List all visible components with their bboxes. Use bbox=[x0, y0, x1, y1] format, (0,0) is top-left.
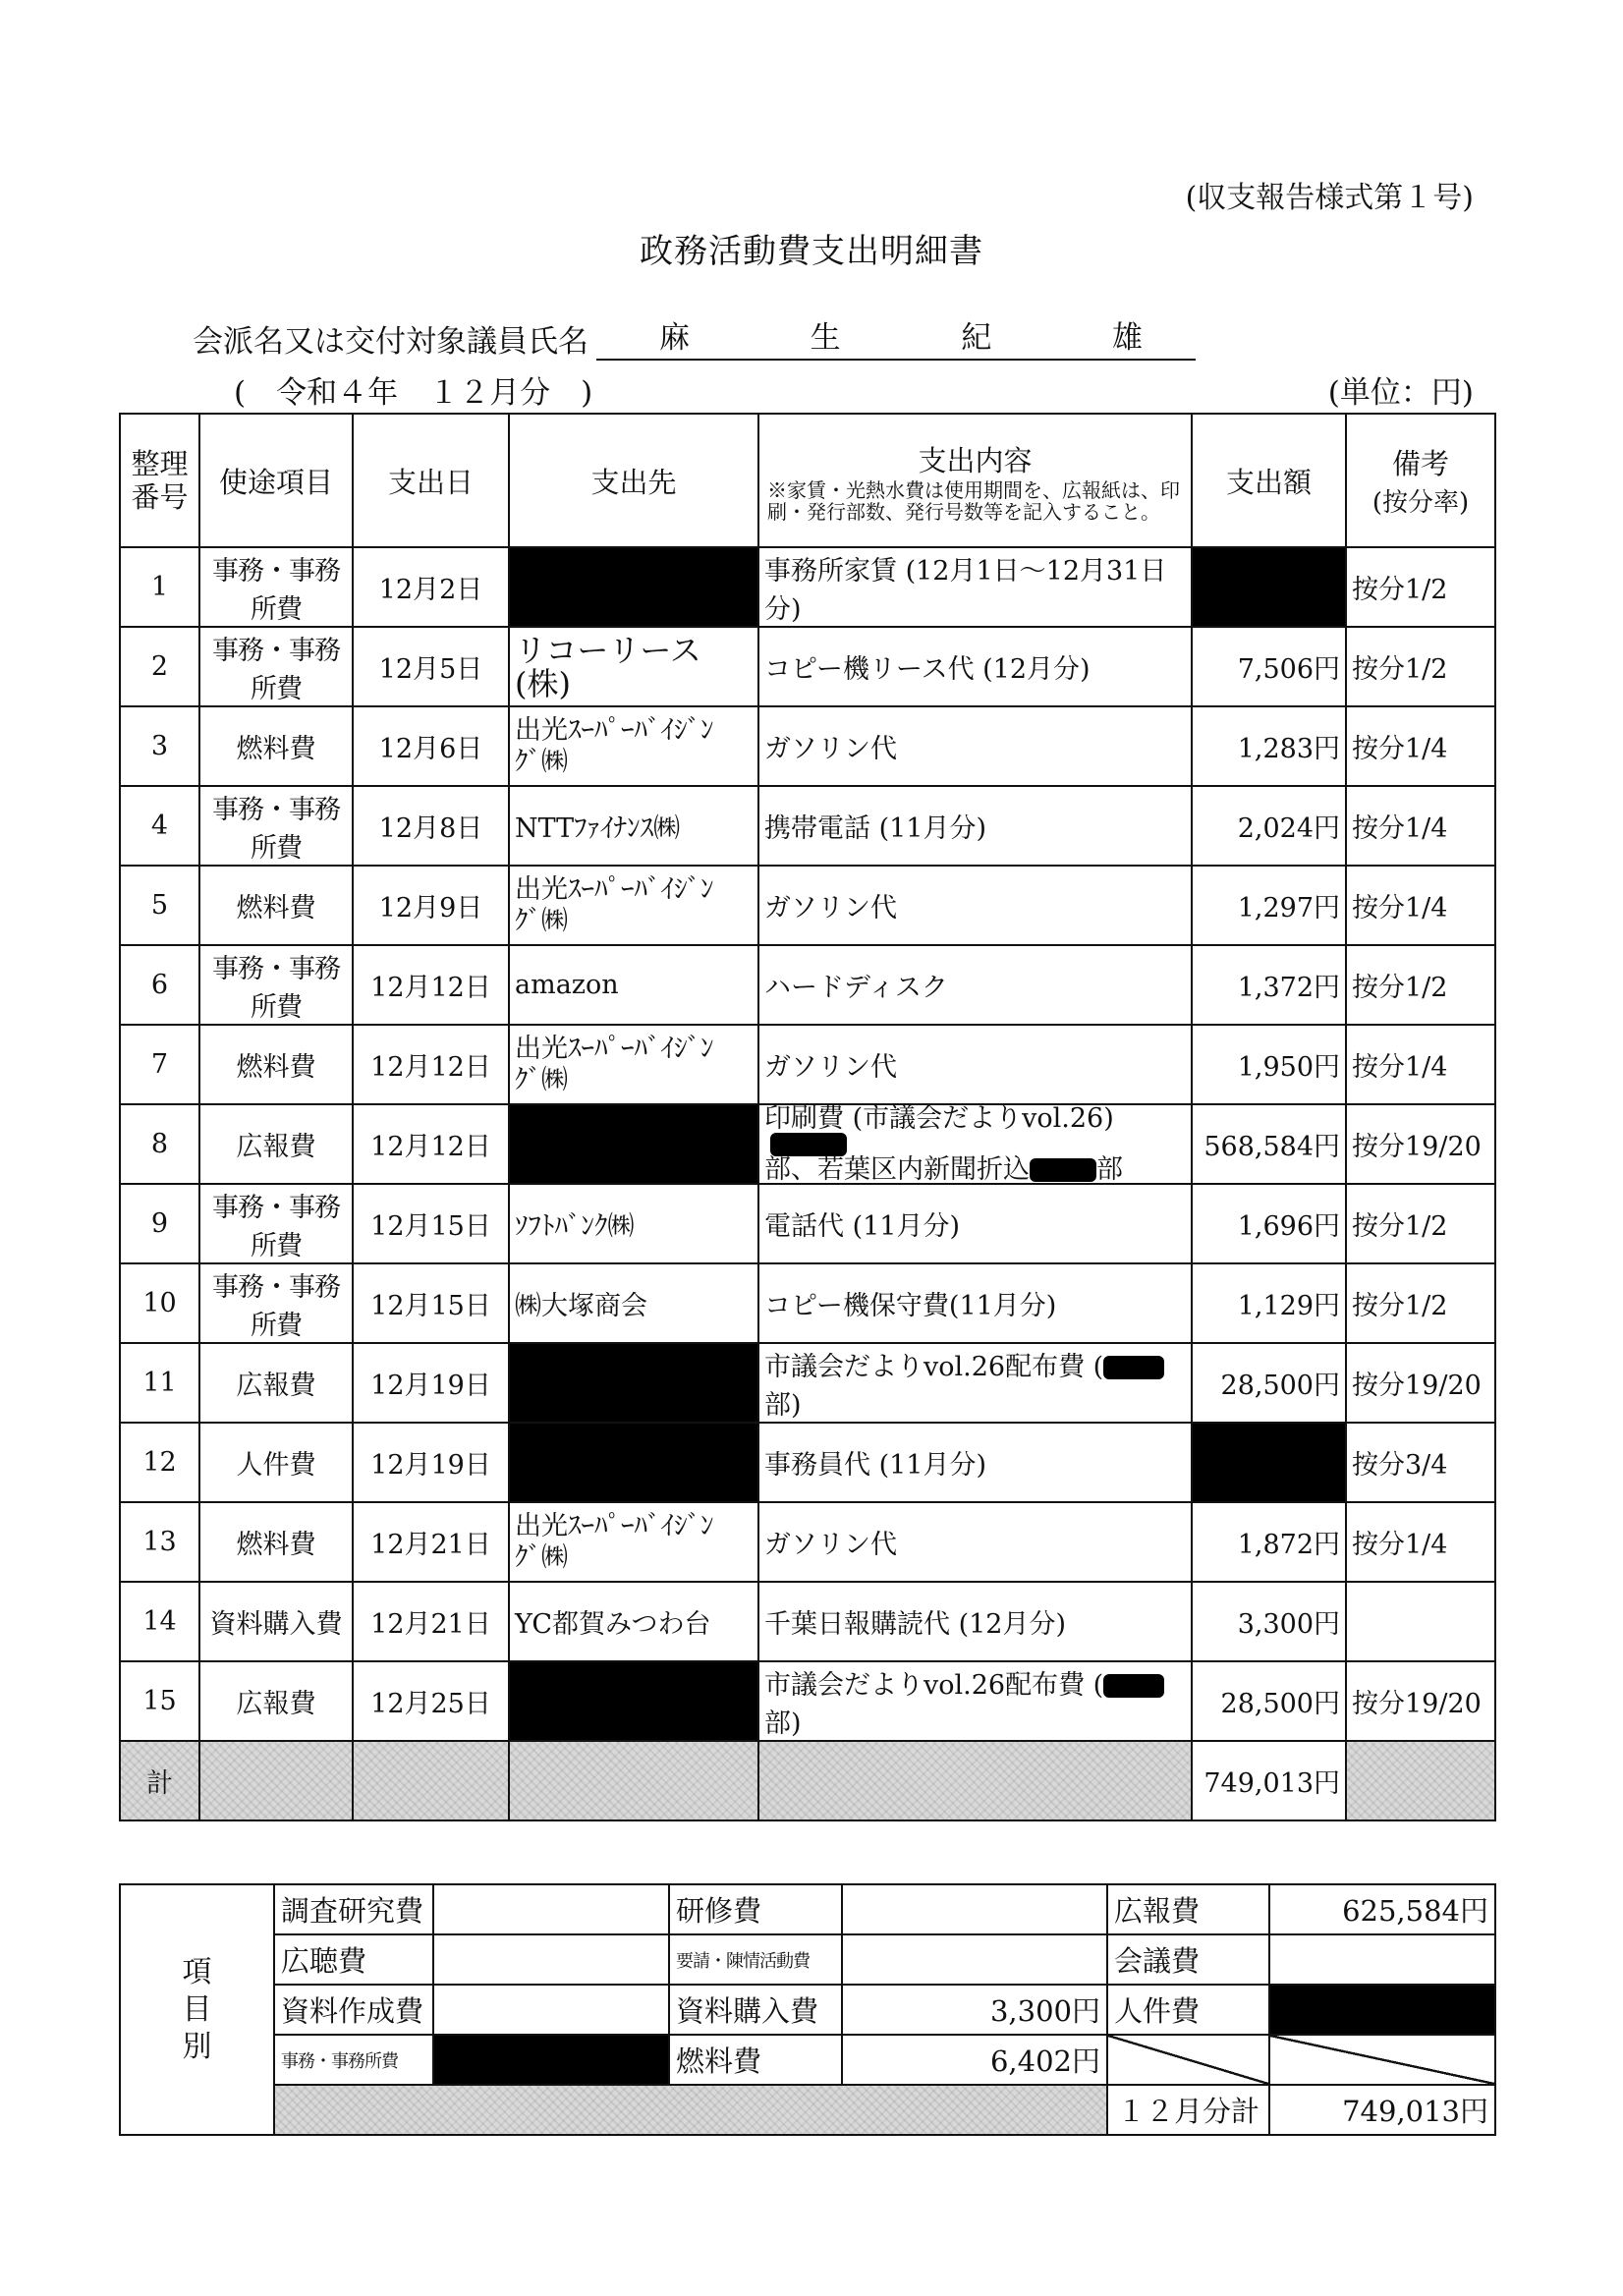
cell-content: コピー機リース代 (12月分) bbox=[758, 627, 1192, 706]
summary-blank-diagonal bbox=[1107, 2035, 1269, 2085]
table-header-row bbox=[120, 414, 1495, 547]
table-row bbox=[120, 1343, 1495, 1423]
table-row bbox=[120, 1263, 1495, 1343]
cell-item: 燃料費 bbox=[199, 706, 353, 786]
cell-no: 11 bbox=[120, 1343, 199, 1423]
cell-no: 8 bbox=[120, 1104, 199, 1184]
member-name-label: 会派名又は交付対象議員氏名 bbox=[193, 324, 588, 360]
cell-payee: 出光ｽｰﾊﾟｰﾊﾞｲｼﾞﾝ ｸﾞ㈱ bbox=[509, 1025, 758, 1104]
summary-value-office-redacted bbox=[433, 2035, 669, 2085]
total-label: 計 bbox=[120, 1741, 199, 1820]
summary-value-petition bbox=[842, 1934, 1107, 1985]
cell-no: 4 bbox=[120, 786, 199, 866]
summary-label-fuel: 燃料費 bbox=[669, 2035, 842, 2085]
summary-label-office: 事務・事務所費 bbox=[274, 2035, 433, 2085]
cell-item: 広報費 bbox=[199, 1104, 353, 1184]
member-name bbox=[596, 312, 1196, 361]
table-row bbox=[120, 1661, 1495, 1741]
cell-memo: 按分1/4 bbox=[1346, 1502, 1495, 1582]
cell-item: 事務・事務所費 bbox=[199, 786, 353, 866]
summary-label-pr: 広報費 bbox=[1107, 1884, 1269, 1934]
cell-item: 燃料費 bbox=[199, 1025, 353, 1104]
cell-date: 12月15日 bbox=[353, 1263, 509, 1343]
cell-memo: 按分1/2 bbox=[1346, 547, 1495, 627]
cell-content: 電話代 (11月分) bbox=[758, 1184, 1192, 1263]
table-row bbox=[120, 627, 1495, 706]
cell-date: 12月12日 bbox=[353, 945, 509, 1025]
member-name-char: 雄 bbox=[1111, 320, 1143, 356]
table-row bbox=[120, 706, 1495, 786]
cell-memo: 按分19/20 bbox=[1346, 1104, 1495, 1184]
table-row bbox=[120, 1502, 1495, 1582]
summary-value-materials-create bbox=[433, 1985, 669, 2035]
cell-date: 12月12日 bbox=[353, 1104, 509, 1184]
summary-side-label: 項 目 別 bbox=[120, 1884, 274, 2135]
cell-no: 13 bbox=[120, 1502, 199, 1582]
column-header-memo bbox=[1346, 414, 1495, 547]
cell-amount: 3,300円 bbox=[1192, 1582, 1346, 1661]
table-row bbox=[120, 1184, 1495, 1263]
column-header-amount: 支出額 bbox=[1192, 414, 1346, 547]
content-text: 部、若葉区内新聞折込 bbox=[764, 1153, 1030, 1185]
redacted-mark bbox=[770, 1133, 847, 1156]
cell-memo: 按分1/2 bbox=[1346, 627, 1495, 706]
cell-no: 1 bbox=[120, 547, 199, 627]
cell-amount: 1,696円 bbox=[1192, 1184, 1346, 1263]
summary-label-research: 調査研究費 bbox=[274, 1884, 433, 1934]
cell-amount: 2,024円 bbox=[1192, 786, 1346, 866]
cell-amount: 1,129円 bbox=[1192, 1263, 1346, 1343]
cell-item: 事務・事務所費 bbox=[199, 945, 353, 1025]
cell-no: 7 bbox=[120, 1025, 199, 1104]
cell-content bbox=[758, 1343, 1192, 1423]
content-text: 市議会だよりvol.26配布費 ( bbox=[764, 1351, 1104, 1382]
cell-amount: 1,297円 bbox=[1192, 866, 1346, 945]
summary-value-research bbox=[433, 1884, 669, 1934]
cell-payee: amazon bbox=[509, 945, 758, 1025]
content-text: 市議会だよりvol.26配布費 ( bbox=[764, 1669, 1104, 1701]
table-row bbox=[120, 547, 1495, 627]
cell-date: 12月2日 bbox=[353, 547, 509, 627]
redacted-mark bbox=[1103, 1356, 1164, 1379]
cell-content: ガソリン代 bbox=[758, 706, 1192, 786]
cell-content: 事務所家賃 (12月1日～12月31日分) bbox=[758, 547, 1192, 627]
total-row bbox=[120, 1741, 1495, 1820]
summary-value-meeting bbox=[1269, 1934, 1495, 1985]
column-header-no: 整理 番号 bbox=[120, 414, 199, 547]
cell-date: 12月5日 bbox=[353, 627, 509, 706]
cell-date: 12月9日 bbox=[353, 866, 509, 945]
cell-no: 12 bbox=[120, 1423, 199, 1502]
member-name-row bbox=[193, 312, 1196, 361]
cell-memo: 按分1/4 bbox=[1346, 786, 1495, 866]
cell-amount: 1,872円 bbox=[1192, 1502, 1346, 1582]
payee-redacted bbox=[509, 1104, 758, 1184]
cell-amount: 1,372円 bbox=[1192, 945, 1346, 1025]
cell-payee: 出光ｽｰﾊﾟｰﾊﾞｲｼﾞﾝ ｸﾞ㈱ bbox=[509, 866, 758, 945]
summary-label-meeting: 会議費 bbox=[1107, 1934, 1269, 1985]
cell-no: 3 bbox=[120, 706, 199, 786]
period: ( 令和４年 １２月分 ) bbox=[234, 375, 593, 411]
summary-hatched-area bbox=[274, 2085, 1107, 2135]
content-header-title: 支出内容 bbox=[918, 443, 1033, 477]
table-row bbox=[120, 866, 1495, 945]
cell-item: 資料購入費 bbox=[199, 1582, 353, 1661]
cell-amount: 1,950円 bbox=[1192, 1025, 1346, 1104]
cell-no: 6 bbox=[120, 945, 199, 1025]
payee-redacted bbox=[509, 1343, 758, 1423]
memo-header-sub: (按分率) bbox=[1371, 488, 1470, 518]
summary-month-total-label: １２月分計 bbox=[1107, 2085, 1269, 2135]
summary-value-fuel: 6,402円 bbox=[842, 2035, 1107, 2085]
cell-date: 12月8日 bbox=[353, 786, 509, 866]
cell-memo: 按分3/4 bbox=[1346, 1423, 1495, 1502]
cell-no: 10 bbox=[120, 1263, 199, 1343]
cell-date: 12月19日 bbox=[353, 1423, 509, 1502]
cell-no: 5 bbox=[120, 866, 199, 945]
payee-redacted bbox=[509, 1423, 758, 1502]
cell-amount: 7,506円 bbox=[1192, 627, 1346, 706]
cell-item: 広報費 bbox=[199, 1661, 353, 1741]
cell-amount: 1,283円 bbox=[1192, 706, 1346, 786]
cell-no: 14 bbox=[120, 1582, 199, 1661]
cell-memo: 按分19/20 bbox=[1346, 1661, 1495, 1741]
cell-content: コピー機保守費(11月分) bbox=[758, 1263, 1192, 1343]
cell-content: ハードディスク bbox=[758, 945, 1192, 1025]
table-row bbox=[120, 1423, 1495, 1502]
payee-redacted bbox=[509, 1661, 758, 1741]
cell-item: 人件費 bbox=[199, 1423, 353, 1502]
summary-month-total-amount: 749,013円 bbox=[1269, 2085, 1495, 2135]
content-header-note: ※家賃・光熱水費は使用期間を、広報紙は、印刷・発行部数、発行号数等を記入すること。 bbox=[767, 477, 1180, 524]
amount-redacted bbox=[1192, 1423, 1346, 1502]
cell-payee: NTTﾌｧｲﾅﾝｽ㈱ bbox=[509, 786, 758, 866]
redacted-mark bbox=[1030, 1158, 1096, 1182]
cell-payee: リコーリース (株) bbox=[509, 627, 758, 706]
cell-memo: 按分1/2 bbox=[1346, 1263, 1495, 1343]
cell-payee: 出光ｽｰﾊﾟｰﾊﾞｲｼﾞﾝ ｸﾞ㈱ bbox=[509, 1502, 758, 1582]
total-hatched-cell bbox=[509, 1741, 758, 1820]
payee-redacted bbox=[509, 547, 758, 627]
expense-table bbox=[119, 413, 1496, 1821]
column-header-content bbox=[758, 414, 1192, 547]
cell-no: 15 bbox=[120, 1661, 199, 1741]
total-hatched-cell bbox=[199, 1741, 353, 1820]
cell-item: 燃料費 bbox=[199, 866, 353, 945]
cell-content: ガソリン代 bbox=[758, 1502, 1192, 1582]
summary-value-pr: 625,584円 bbox=[1269, 1884, 1495, 1934]
cell-item: 燃料費 bbox=[199, 1502, 353, 1582]
table-row bbox=[120, 1104, 1495, 1184]
category-summary-table bbox=[119, 1883, 1496, 2136]
content-text: 部) bbox=[764, 1389, 802, 1421]
redacted-mark bbox=[1103, 1674, 1164, 1698]
table-row bbox=[120, 1025, 1495, 1104]
member-name-char: 生 bbox=[810, 320, 841, 356]
cell-date: 12月19日 bbox=[353, 1343, 509, 1423]
cell-content: 千葉日報購読代 (12月分) bbox=[758, 1582, 1192, 1661]
cell-content: 携帯電話 (11月分) bbox=[758, 786, 1192, 866]
cell-memo: 按分1/4 bbox=[1346, 1025, 1495, 1104]
cell-item: 事務・事務所費 bbox=[199, 547, 353, 627]
cell-amount: 28,500円 bbox=[1192, 1343, 1346, 1423]
cell-item: 広報費 bbox=[199, 1343, 353, 1423]
content-text: 部) bbox=[764, 1708, 802, 1739]
cell-memo bbox=[1346, 1582, 1495, 1661]
cell-payee: YC都賀みつわ台 bbox=[509, 1582, 758, 1661]
summary-label-training: 研修費 bbox=[669, 1884, 842, 1934]
cell-no: 2 bbox=[120, 627, 199, 706]
summary-value-personnel-redacted bbox=[1269, 1985, 1495, 2035]
summary-blank-diagonal bbox=[1269, 2035, 1495, 2085]
document-title: 政務活動費支出明細書 bbox=[640, 232, 983, 271]
cell-content: 事務員代 (11月分) bbox=[758, 1423, 1192, 1502]
member-name-char: 麻 bbox=[659, 320, 690, 356]
cell-amount: 28,500円 bbox=[1192, 1661, 1346, 1741]
summary-value-training bbox=[842, 1884, 1107, 1934]
total-amount: 749,013円 bbox=[1192, 1741, 1346, 1820]
cell-content bbox=[758, 1104, 1192, 1184]
cell-content: ガソリン代 bbox=[758, 1025, 1192, 1104]
cell-payee: ｿﾌﾄﾊﾞﾝｸ㈱ bbox=[509, 1184, 758, 1263]
table-row bbox=[120, 945, 1495, 1025]
summary-label-hearing: 広聴費 bbox=[274, 1934, 433, 1985]
cell-memo: 按分1/4 bbox=[1346, 866, 1495, 945]
cell-date: 12月12日 bbox=[353, 1025, 509, 1104]
content-text: 部 bbox=[1096, 1153, 1123, 1185]
amount-redacted bbox=[1192, 547, 1346, 627]
cell-payee: 出光ｽｰﾊﾟｰﾊﾞｲｼﾞﾝ ｸﾞ㈱ bbox=[509, 706, 758, 786]
summary-value-materials-buy: 3,300円 bbox=[842, 1985, 1107, 2035]
cell-date: 12月21日 bbox=[353, 1502, 509, 1582]
total-hatched-cell bbox=[1346, 1741, 1495, 1820]
column-header-payee: 支出先 bbox=[509, 414, 758, 547]
unit-label: (単位：円) bbox=[1327, 375, 1474, 411]
content-text: 印刷費 (市議会だよりvol.26) bbox=[764, 1102, 1114, 1134]
summary-label-personnel: 人件費 bbox=[1107, 1985, 1269, 2035]
cell-content: ガソリン代 bbox=[758, 866, 1192, 945]
table-row bbox=[120, 1582, 1495, 1661]
table-row bbox=[120, 786, 1495, 866]
cell-memo: 按分19/20 bbox=[1346, 1343, 1495, 1423]
total-hatched-cell bbox=[758, 1741, 1192, 1820]
cell-memo: 按分1/2 bbox=[1346, 945, 1495, 1025]
cell-memo: 按分1/2 bbox=[1346, 1184, 1495, 1263]
cell-date: 12月21日 bbox=[353, 1582, 509, 1661]
column-header-date: 支出日 bbox=[353, 414, 509, 547]
cell-date: 12月25日 bbox=[353, 1661, 509, 1741]
cell-item: 事務・事務所費 bbox=[199, 1184, 353, 1263]
cell-date: 12月6日 bbox=[353, 706, 509, 786]
cell-item: 事務・事務所費 bbox=[199, 627, 353, 706]
form-number: (収支報告様式第１号) bbox=[1185, 181, 1474, 215]
column-header-item: 使途項目 bbox=[199, 414, 353, 547]
summary-value-hearing bbox=[433, 1934, 669, 1985]
cell-date: 12月15日 bbox=[353, 1184, 509, 1263]
cell-memo: 按分1/4 bbox=[1346, 706, 1495, 786]
summary-label-petition: 要請・陳情活動費 bbox=[669, 1934, 842, 1985]
memo-header-title: 備考 bbox=[1391, 447, 1449, 480]
summary-label-materials-buy: 資料購入費 bbox=[669, 1985, 842, 2035]
total-hatched-cell bbox=[353, 1741, 509, 1820]
cell-payee: ㈱大塚商会 bbox=[509, 1263, 758, 1343]
member-name-char: 紀 bbox=[961, 320, 992, 356]
cell-amount: 568,584円 bbox=[1192, 1104, 1346, 1184]
cell-item: 事務・事務所費 bbox=[199, 1263, 353, 1343]
summary-label-materials-create: 資料作成費 bbox=[274, 1985, 433, 2035]
cell-no: 9 bbox=[120, 1184, 199, 1263]
cell-content bbox=[758, 1661, 1192, 1741]
